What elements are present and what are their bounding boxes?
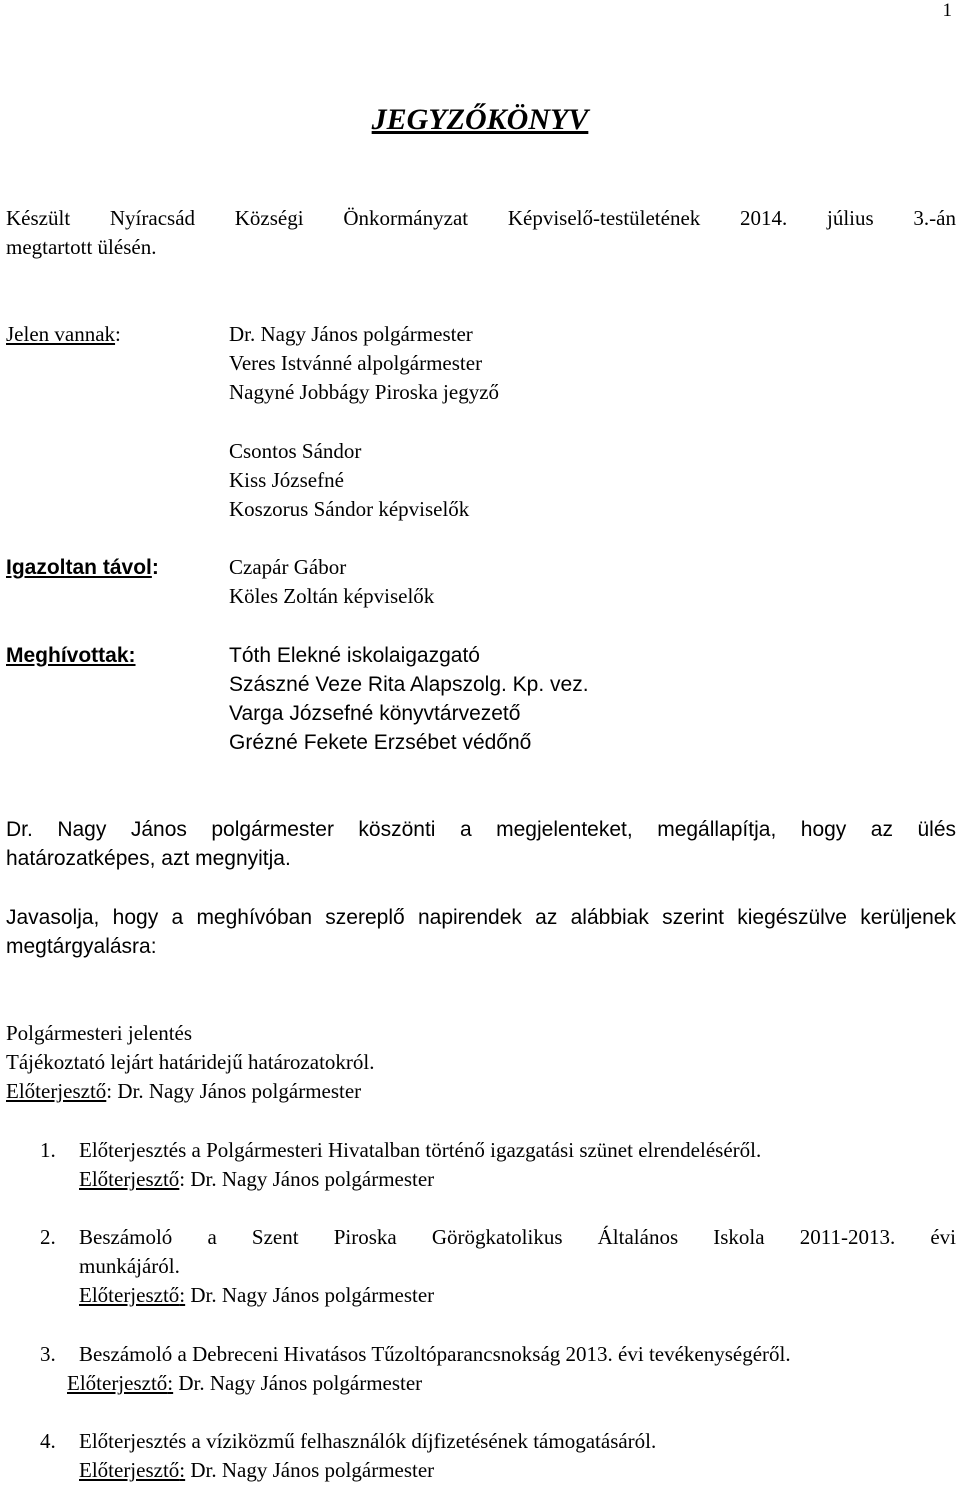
presenter-name: Dr. Nagy János polgármester xyxy=(185,1283,435,1307)
absent-name: Köles Zoltán képviselők xyxy=(229,584,435,608)
invited-name: Grézné Fekete Erzsébet védőnő xyxy=(229,731,532,754)
agenda-item-text-continued: munkájáról. xyxy=(79,1254,180,1278)
agenda-item-text: Előterjesztés a Polgármesteri Hivatalban történő igazgatási szünet elrendeléséről. xyxy=(79,1138,762,1162)
presenter-label: Előterjesztő xyxy=(79,1167,180,1191)
opening-paragraph-line-2: határozatképes, azt megnyitja. xyxy=(6,847,291,870)
present-label-colon: : xyxy=(115,322,121,346)
present-member: Kiss Józsefné xyxy=(229,468,344,492)
presenter-label: Előterjesztő xyxy=(79,1458,180,1482)
intro-line-1: Készült Nyíracsád Községi Önkormányzat Képviselő-testületének 2014. július 3.-án xyxy=(6,206,956,230)
agenda-number: 2. xyxy=(40,1225,56,1249)
agenda-item-text: Beszámoló a Szent Piroska Görögkatolikus Általános Iskola 2011-2013. évi xyxy=(79,1225,956,1249)
invited-name: Tóth Elekné iskolaigazgató xyxy=(229,644,480,667)
proposal-paragraph-line-1: Javasolja, hogy a meghívóban szereplő napirendek az alábbiak szerint kiegészülve kerüljenek xyxy=(6,906,956,929)
invited-label: Meghívottak: xyxy=(6,644,136,667)
present-official: Veres Istvánné alpolgármester xyxy=(229,351,483,375)
page-number: 1 xyxy=(942,0,952,21)
agenda-number: 3. xyxy=(40,1342,56,1366)
absent-name: Czapár Gábor xyxy=(229,555,347,579)
presenter-name: Dr. Nagy János polgármester xyxy=(112,1079,362,1103)
agenda-number: 4. xyxy=(40,1429,56,1453)
presenter-colon: : xyxy=(179,1283,186,1307)
absent-label xyxy=(6,553,159,582)
presenter-label: Előterjesztő xyxy=(79,1283,180,1307)
present-member: Csontos Sándor xyxy=(229,439,362,463)
agenda-presenter xyxy=(67,1369,422,1398)
presenter-colon: : xyxy=(106,1079,113,1103)
present-official: Nagyné Jobbágy Piroska jegyző xyxy=(229,380,500,404)
presenter-label: Előterjesztő xyxy=(6,1079,107,1103)
agenda-number: 1. xyxy=(40,1138,56,1162)
agenda-item-text: Beszámoló a Debreceni Hivatásos Tűzoltóparancsnokság 2013. évi tevékenységéről. xyxy=(79,1342,791,1366)
presenter-colon: : xyxy=(167,1371,174,1395)
invited-name: Varga Józsefné könyvtárvezető xyxy=(229,702,521,725)
preliminary-presenter xyxy=(6,1077,361,1106)
presenter-name: Dr. Nagy János polgármester xyxy=(185,1458,435,1482)
presenter-name: Dr. Nagy János polgármester xyxy=(173,1371,423,1395)
present-label-text: Jelen vannak xyxy=(6,322,116,346)
invited-name: Szászné Veze Rita Alapszolg. Kp. vez. xyxy=(229,673,589,696)
agenda-presenter xyxy=(79,1165,434,1194)
proposal-paragraph-line-2: megtárgyalásra: xyxy=(6,935,157,958)
opening-paragraph-line-1: Dr. Nagy János polgármester köszönti a megjelenteket, megállapítja, hogy az ülés xyxy=(6,818,956,841)
presenter-name: Dr. Nagy János polgármester xyxy=(185,1167,435,1191)
preliminary-item: Tájékoztató lejárt határidejű határozatokról. xyxy=(6,1050,375,1074)
intro-line-2: megtartott ülésén. xyxy=(6,235,157,259)
presenter-label: Előterjesztő xyxy=(67,1371,168,1395)
present-label xyxy=(6,320,121,349)
agenda-item-text: Előterjesztés a víziközmű felhasználók díjfizetésének támogatásáról. xyxy=(79,1429,657,1453)
preliminary-item: Polgármesteri jelentés xyxy=(6,1021,193,1045)
absent-label-text: Igazoltan távol xyxy=(6,556,152,579)
absent-label-colon: : xyxy=(151,556,159,579)
document-title: JEGYZŐKÖNYV xyxy=(371,103,589,136)
agenda-presenter xyxy=(79,1456,434,1485)
presenter-colon: : xyxy=(179,1167,186,1191)
agenda-presenter xyxy=(79,1281,434,1310)
presenter-colon: : xyxy=(179,1458,186,1482)
present-official: Dr. Nagy János polgármester xyxy=(229,322,473,346)
present-member: Koszorus Sándor képviselők xyxy=(229,497,470,521)
